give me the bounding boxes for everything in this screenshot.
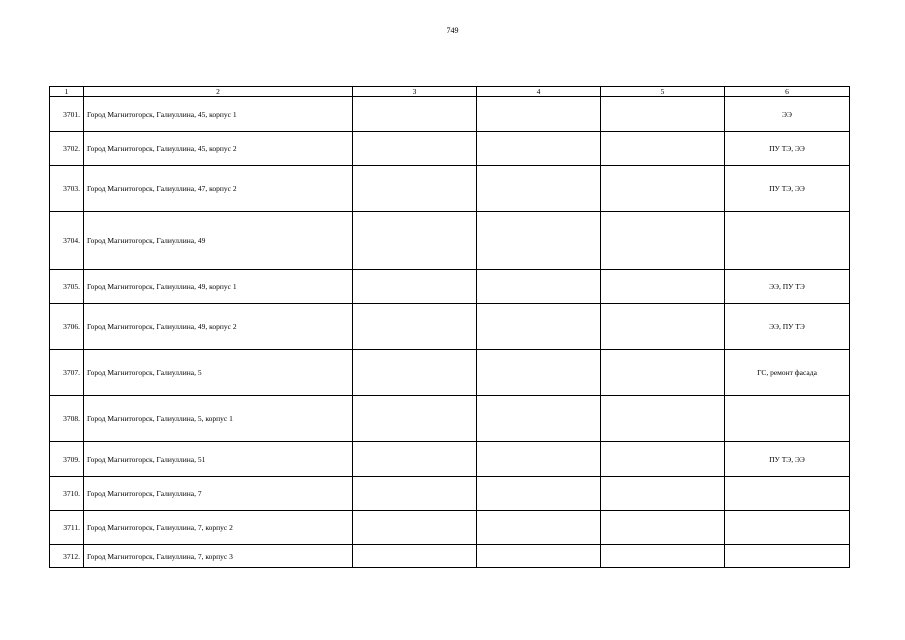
address-cell: Город Магнитогорск, Галиуллина, 5 — [84, 350, 353, 396]
work-type-cell — [725, 545, 850, 568]
table-row — [50, 396, 850, 442]
table-row — [50, 442, 850, 477]
cell-col5 — [601, 212, 725, 270]
column-header-6: 6 — [725, 87, 850, 97]
address-cell: Город Магнитогорск, Галиуллина, 47, корпус 2 — [84, 166, 353, 212]
cell-col3 — [353, 304, 477, 350]
address-cell: Город Магнитогорск, Галиуллина, 45, корпус 2 — [84, 132, 353, 166]
row-number: 3701. — [50, 97, 84, 132]
address-cell: Город Магнитогорск, Галиуллина, 49, корпус 2 — [84, 304, 353, 350]
cell-col3 — [353, 132, 477, 166]
cell-col4 — [477, 442, 601, 477]
cell-col5 — [601, 442, 725, 477]
address-cell: Город Магнитогорск, Галиуллина, 51 — [84, 442, 353, 477]
cell-col5 — [601, 166, 725, 212]
row-number: 3704. — [50, 212, 84, 270]
work-type-cell: ГС, ремонт фасада — [725, 350, 850, 396]
work-type-cell — [725, 212, 850, 270]
row-number: 3710. — [50, 477, 84, 511]
cell-col5 — [601, 396, 725, 442]
column-header-3: 3 — [353, 87, 477, 97]
cell-col4 — [477, 304, 601, 350]
cell-col4 — [477, 350, 601, 396]
row-number: 3703. — [50, 166, 84, 212]
table-header-row — [50, 87, 850, 97]
cell-col5 — [601, 304, 725, 350]
table-row — [50, 545, 850, 568]
cell-col5 — [601, 350, 725, 396]
cell-col4 — [477, 511, 601, 545]
table-row — [50, 270, 850, 304]
table-row — [50, 477, 850, 511]
work-type-cell — [725, 477, 850, 511]
table-row — [50, 350, 850, 396]
cell-col4 — [477, 212, 601, 270]
cell-col5 — [601, 97, 725, 132]
work-type-cell: ПУ ТЭ, ЭЭ — [725, 442, 850, 477]
cell-col5 — [601, 270, 725, 304]
data-table — [49, 86, 850, 568]
address-cell: Город Магнитогорск, Галиуллина, 7, корпус 2 — [84, 511, 353, 545]
address-cell: Город Магнитогорск, Галиуллина, 49 — [84, 212, 353, 270]
work-type-cell — [725, 511, 850, 545]
cell-col3 — [353, 350, 477, 396]
cell-col4 — [477, 270, 601, 304]
cell-col3 — [353, 97, 477, 132]
table-row — [50, 212, 850, 270]
table-row — [50, 166, 850, 212]
cell-col4 — [477, 477, 601, 511]
address-cell: Город Магнитогорск, Галиуллина, 7 — [84, 477, 353, 511]
work-type-cell: ЭЭ — [725, 97, 850, 132]
table-row — [50, 97, 850, 132]
row-number: 3706. — [50, 304, 84, 350]
work-type-cell: ЭЭ, ПУ ТЭ — [725, 270, 850, 304]
row-number: 3705. — [50, 270, 84, 304]
cell-col4 — [477, 132, 601, 166]
cell-col3 — [353, 511, 477, 545]
cell-col5 — [601, 511, 725, 545]
cell-col4 — [477, 166, 601, 212]
cell-col3 — [353, 545, 477, 568]
address-cell: Город Магнитогорск, Галиуллина, 45, корпус 1 — [84, 97, 353, 132]
work-type-cell: ПУ ТЭ, ЭЭ — [725, 166, 850, 212]
cell-col3 — [353, 442, 477, 477]
cell-col3 — [353, 396, 477, 442]
row-number: 3708. — [50, 396, 84, 442]
cell-col4 — [477, 97, 601, 132]
cell-col4 — [477, 396, 601, 442]
column-header-4: 4 — [477, 87, 601, 97]
work-type-cell: ПУ ТЭ, ЭЭ — [725, 132, 850, 166]
row-number: 3702. — [50, 132, 84, 166]
cell-col4 — [477, 545, 601, 568]
row-number: 3711. — [50, 511, 84, 545]
cell-col5 — [601, 132, 725, 166]
cell-col3 — [353, 212, 477, 270]
row-number: 3709. — [50, 442, 84, 477]
row-number: 3712. — [50, 545, 84, 568]
column-header-1: 1 — [50, 87, 84, 97]
cell-col3 — [353, 477, 477, 511]
column-header-2: 2 — [84, 87, 353, 97]
work-type-cell — [725, 396, 850, 442]
table-row — [50, 304, 850, 350]
work-type-cell: ЭЭ, ПУ ТЭ — [725, 304, 850, 350]
column-header-5: 5 — [601, 87, 725, 97]
address-cell: Город Магнитогорск, Галиуллина, 7, корпус 3 — [84, 545, 353, 568]
page-number: 749 — [446, 26, 459, 35]
cell-col5 — [601, 477, 725, 511]
row-number: 3707. — [50, 350, 84, 396]
cell-col5 — [601, 545, 725, 568]
address-cell: Город Магнитогорск, Галиуллина, 5, корпус 1 — [84, 396, 353, 442]
table-row — [50, 132, 850, 166]
address-cell: Город Магнитогорск, Галиуллина, 49, корпус 1 — [84, 270, 353, 304]
cell-col3 — [353, 166, 477, 212]
table-row — [50, 511, 850, 545]
cell-col3 — [353, 270, 477, 304]
